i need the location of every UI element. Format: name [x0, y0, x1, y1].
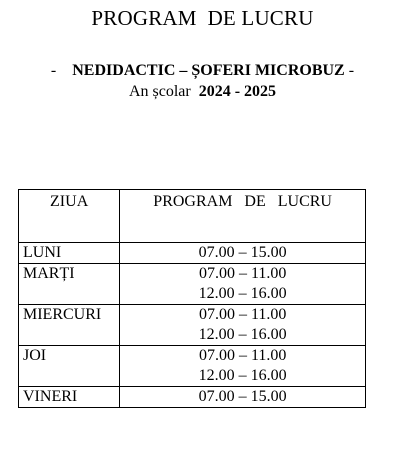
hour-interval: 07.00 – 11.00: [198, 265, 287, 282]
column-header-hours: PROGRAM DE LUCRU: [120, 190, 366, 243]
day-cell: LUNI: [19, 243, 120, 264]
hours-cell: [120, 387, 366, 408]
day-cell: MARȚI: [19, 264, 120, 305]
schedule-table: [18, 189, 366, 408]
hour-interval: 12.00 – 16.00: [198, 285, 287, 302]
hour-interval: 07.00 – 11.00: [198, 347, 287, 364]
table-row: [19, 305, 366, 346]
column-header-day: ZIUA: [19, 190, 120, 243]
table-row: [19, 243, 366, 264]
hour-interval: 12.00 – 16.00: [198, 367, 287, 384]
hours-cell: [120, 305, 366, 346]
subtitle-prefix: -: [50, 62, 73, 79]
day-cell: VINERI: [19, 387, 120, 408]
document-subtitle: [0, 62, 405, 80]
table-header-row: [19, 190, 366, 243]
hour-interval: 07.00 – 15.00: [198, 244, 287, 261]
table-row: [19, 387, 366, 408]
school-year-label: An școlar: [128, 83, 199, 100]
subtitle-suffix: -: [344, 62, 355, 79]
table-row: [19, 264, 366, 305]
day-cell: MIERCURI: [19, 305, 120, 346]
subtitle-staff-category: NEDIDACTIC – ȘOFERI MICROBUZ: [72, 62, 345, 79]
day-cell: JOI: [19, 346, 120, 387]
hours-cell: [120, 264, 366, 305]
hour-interval: 07.00 – 11.00: [198, 306, 287, 323]
table-row: [19, 346, 366, 387]
page-title: PROGRAM DE LUCRU: [91, 6, 314, 30]
hours-cell: [120, 346, 366, 387]
school-year: [0, 83, 405, 101]
hours-cell: [120, 243, 366, 264]
schedule-body: [19, 243, 366, 408]
hour-interval: 12.00 – 16.00: [198, 326, 287, 343]
hour-interval: 07.00 – 15.00: [198, 388, 287, 405]
school-year-value: 2024 - 2025: [198, 83, 277, 100]
